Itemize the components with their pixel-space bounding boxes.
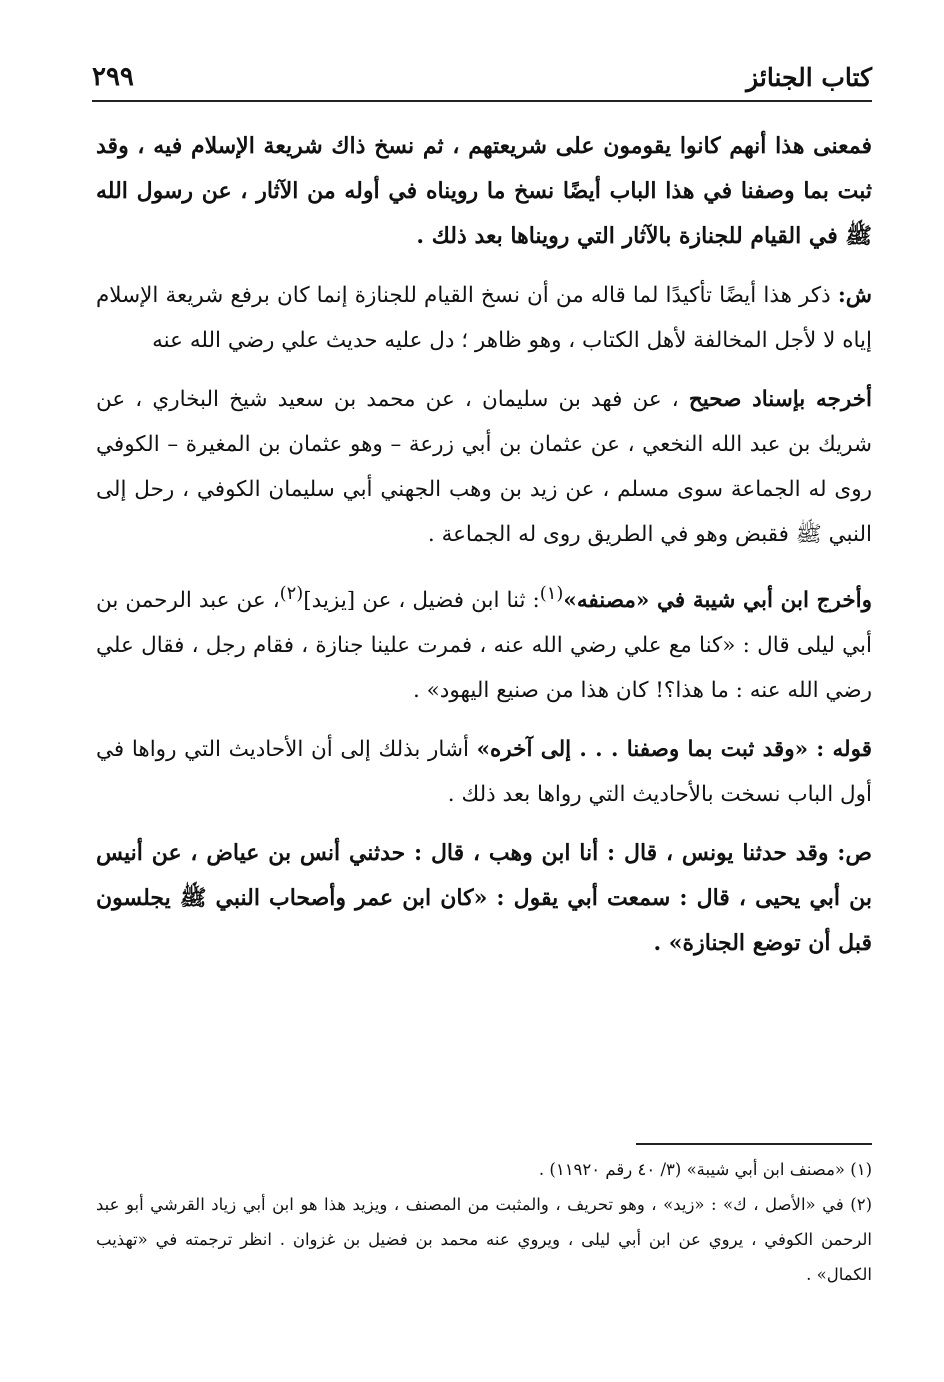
page-number: ٢٩٩	[92, 62, 134, 92]
text-paragraph-1: فمعنى هذا أنهم كانوا يقومون على شريعتهم ، ثم نسخ ذاك شريعة الإسلام فيه ، وقد ثبت بما وصفنا في هذا الباب أيضًا نسخ ما رويناه في أوله من الآثار ، عن رسول الله ﷺ في القيام للجنازة بالآثار التي رويناها بعد ذلك .	[96, 133, 872, 249]
page-header	[92, 56, 872, 102]
footnote-1: (١) «مصنف ابن أبي شيبة» (٣/ ٤٠ رقم ١١٩٢٠) .	[538, 1160, 872, 1179]
sharh-marker: ش:	[837, 283, 872, 308]
text-paragraph-4	[96, 571, 872, 713]
footnote-separator	[636, 1143, 872, 1145]
paragraph-5-text: أشار بذلك إلى أن الأحاديث التي رواها في أول الباب نسخت بالأحاديث التي رواها بعد ذلك .	[96, 737, 872, 808]
paragraph-4-mid: : ثنا ابن فضيل ، عن [يزيد]	[303, 588, 540, 614]
paragraph-2-text: ذكر هذا أيضًا تأكيدًا لما قاله من أن نسخ القيام للجنازة إنما كان برفع شريعة الإسلام إياه لا لأجل المخالفة لأهل الكتاب ، وهو ظاهر ؛ دل عليه حديث علي رضي الله عنه	[96, 283, 872, 353]
footnote-2: (٢) في «الأصل ، ك» : «زيد» ، وهو تحريف ، والمثبت من المصنف ، ويزيد هذا هو ابن أبي زياد القرشي أبو عبد الرحمن الكوفي ، يروي عن ابن أبي ليلى ، ويروي عنه محمد بن فضيل بن غزوان . انظر ترجمته في «تهذيب الكمال» .	[96, 1195, 872, 1284]
text-paragraph-2	[96, 273, 872, 363]
footnotes	[96, 1152, 872, 1292]
paragraph-3-text: ، عن فهد بن سليمان ، عن محمد بن سعيد شيخ البخاري ، عن شريك بن عبد الله النخعي ، عن عثمان بن أبي زرعة – وهو عثمان بن المغيرة – الكوفي روى له الجماعة سوى مسلم ، عن زيد بن وهب الجهني أبي سليمان الكوفي ، رحل إلى النبي ﷺ فقبض وهو في الطريق روى له الجماعة .	[96, 387, 872, 547]
page-body	[96, 124, 872, 980]
paragraph-3-lead: أخرجه بإسناد صحيح	[688, 387, 872, 412]
text-paragraph-6: ص: وقد حدثنا يونس ، قال : أنا ابن وهب ، قال : حدثني أنس بن عياض ، عن أنيس بن أبي يحيى ، قال : سمعت أبي يقول : «كان ابن عمر وأصحاب النبي ﷺ يجلسون قبل أن توضع الجنازة» .	[96, 840, 872, 957]
text-paragraph-3	[96, 377, 872, 557]
paragraph-4-lead: وأخرج ابن أبي شيبة في «مصنفه»	[563, 588, 872, 614]
paragraph-5-lead: قوله : «وقد ثبت بما وصفنا . . . إلى آخره»	[476, 737, 872, 763]
footnote-ref-1: (١)	[539, 583, 564, 604]
paragraph-4-text: ، عن عبد الرحمن بن أبي ليلى قال : «كنا مع علي رضي الله عنه ، فمرت علينا جنازة ، فقام رجل ، فقال علي رضي الله عنه : ما هذا؟! كان هذا من صنيع اليهود» .	[96, 588, 872, 704]
chapter-title: كتاب الجنائز	[746, 63, 872, 92]
footnote-ref-2: (٢)	[279, 583, 304, 604]
text-paragraph-5	[96, 727, 872, 817]
